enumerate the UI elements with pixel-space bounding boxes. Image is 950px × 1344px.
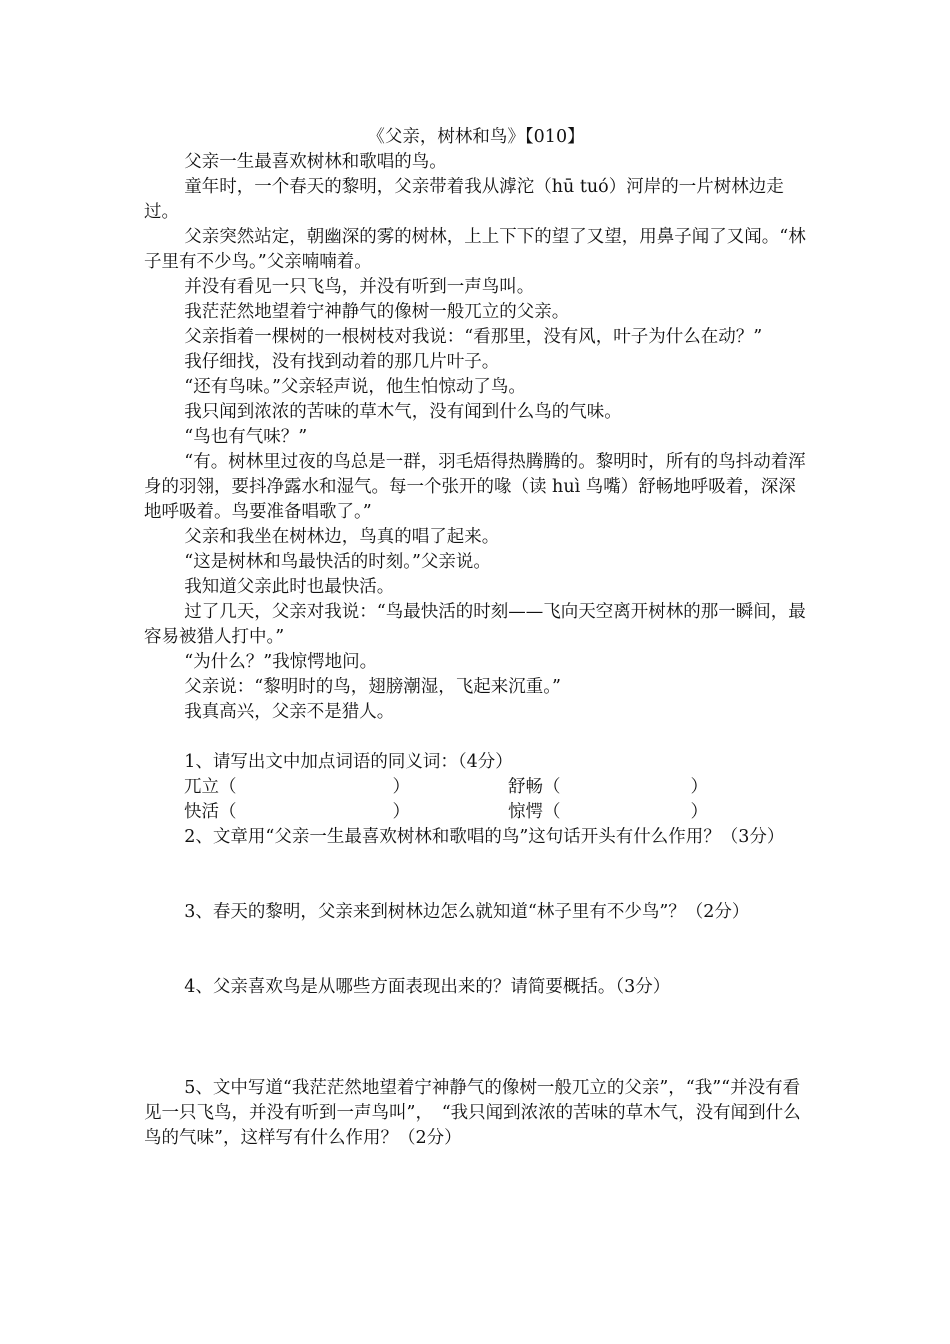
paragraph: “为什么？”我惊愕地问。 [184,652,378,672]
spacer [144,725,808,750]
paragraph: “还有鸟味。”父亲轻声说，他生怕惊动了鸟。 [184,377,526,397]
paragraph: 我真高兴，父亲不是猎人。 [184,702,395,722]
answer-blank[interactable] [561,775,691,800]
question-2: 2、文章用“父亲一生最喜欢树林和歌唱的鸟”这句话开头有什么作用？（3分） [184,827,785,847]
fill-close: ） [690,802,708,822]
paragraph: 父亲一生最喜欢树林和歌唱的鸟。 [184,152,447,172]
answer-space[interactable] [144,925,808,975]
paragraph: 父亲和我坐在树林边，鸟真的唱了起来。 [184,527,500,547]
paragraph: “有。树林里过夜的鸟总是一群，羽毛焐得热腾腾的。黎明时，所有的鸟抖动着浑身的羽翎，要抖净露水和湿气。每一个张开的喙（读 huì 鸟嘴）舒畅地呼吸着，深深地呼吸着。鸟要准备唱歌了。” [144,452,806,522]
answer-space[interactable] [144,1000,808,1076]
paragraph: “鸟也有气味？” [184,427,308,447]
paragraph: 父亲指着一棵树的一根树枝对我说：“看那里，没有风，叶子为什么在动？” [184,327,763,347]
fill-close: ） [392,777,410,797]
paragraph: 我只闻到浓浓的苦味的草木气，没有闻到什么鸟的气味。 [184,402,622,422]
fill-close: ） [690,777,708,797]
question-1: 1、请写出文中加点词语的同义词：（4分） [184,752,513,772]
paragraph: 我知道父亲此时也最快活。 [184,577,395,597]
paragraph: “这是树林和鸟最快活的时刻。”父亲说。 [184,552,491,572]
fill-close: ） [392,802,410,822]
fill-word: 兀立（ [184,777,237,797]
document-page [144,125,808,1151]
question-3: 3、春天的黎明，父亲来到树林边怎么就知道“林子里有不少鸟”？（2分） [184,902,750,922]
fill-word: 惊愕（ [508,802,561,822]
paragraph: 父亲突然站定，朝幽深的雾的树林，上上下下的望了又望，用鼻子闻了又闻。“林子里有不少鸟。”父亲喃喃着。 [144,227,806,272]
paragraph: 童年时，一个春天的黎明，父亲带着我从滹沱（hū tuó）河岸的一片树林边走过。 [144,177,784,222]
paragraph: 过了几天，父亲对我说：“鸟最快活的时刻——飞向天空离开树林的那一瞬间，最容易被猎人打中。” [144,602,806,647]
answer-blank[interactable] [237,775,393,800]
fill-in-row [144,800,808,825]
paragraph: 我仔细找，没有找到动着的那几片叶子。 [184,352,500,372]
fill-word: 快活（ [184,802,237,822]
paragraph: 我茫茫然地望着宁神静气的像树一般兀立的父亲。 [184,302,570,322]
answer-blank[interactable] [237,800,393,825]
paragraph: 并没有看见一只飞鸟，并没有听到一声鸟叫。 [184,277,535,297]
answer-space[interactable] [144,850,808,900]
document-title: 《父亲，树林和鸟》【010】 [367,127,585,147]
fill-word: 舒畅（ [508,777,561,797]
fill-in-row [144,775,808,800]
answer-blank[interactable] [561,800,691,825]
question-5: 5、文中写道“我茫茫然地望着宁神静气的像树一般兀立的父亲”，“我”“并没有看见一只飞鸟，并没有听到一声鸟叫”， “我只闻到浓浓的苦味的草木气，没有闻到什么鸟的气味”，这样写有什么作用？（2分） [144,1078,801,1148]
paragraph: 父亲说：“黎明时的鸟，翅膀潮湿，飞起来沉重。” [184,677,561,697]
question-4: 4、父亲喜欢鸟是从哪些方面表现出来的？请简要概括。（3分） [184,977,671,997]
